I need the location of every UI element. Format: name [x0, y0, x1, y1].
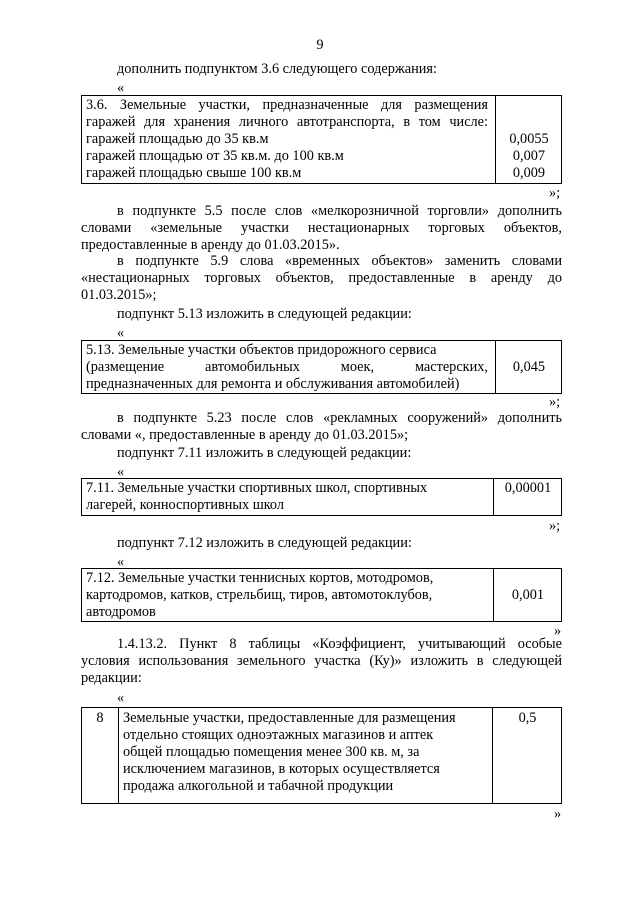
- table-3-6-value: 0,0055: [509, 131, 549, 147]
- para-5-23-line: словами «, предоставленные в аренду до 01.03.2015»;: [81, 427, 409, 443]
- table-7-12-line: автодромов: [86, 604, 156, 620]
- page-number: 9: [316, 37, 324, 53]
- table-8-line: исключением магазинов, в которых осуществляется: [123, 761, 440, 777]
- table-7-12-value: 0,001: [511, 587, 545, 603]
- open-quote-7-12: «: [117, 554, 125, 570]
- intro-3-6: дополнить подпунктом 3.6 следующего содержания:: [117, 61, 437, 77]
- table-7-11-line: лагерей, конноспортивных школ: [86, 497, 285, 513]
- table-8-line: отдельно стоящих одноэтажных магазинов и аптек: [123, 727, 434, 743]
- intro-5-13: подпункт 5.13 изложить в следующей редакции:: [117, 306, 412, 322]
- para-5-9-line: 01.03.2015»;: [81, 287, 157, 303]
- table-7-12: [81, 568, 562, 622]
- table-8-value: 0,5: [518, 710, 537, 726]
- table-7-12-line: 7.12. Земельные участки теннисных кортов, мотодромов,: [86, 570, 434, 586]
- open-quote-5-13: «: [117, 325, 125, 341]
- table-3-6-value: 0,009: [512, 165, 546, 181]
- table-5-13-value: 0,045: [512, 359, 546, 375]
- table-3-6-line: гаражей площадью свыше 100 кв.м: [86, 165, 302, 181]
- open-quote-3-6: «: [117, 80, 125, 96]
- table-7-12-line: картодромов, катков, стрельбищ, тиров, автомотоклубов,: [86, 587, 433, 603]
- close-quote-8: »: [554, 806, 562, 822]
- para-5-23-line: в подпункте 5.23 после слов «рекламных сооружений» дополнить: [117, 410, 562, 426]
- table-8-line: общей площадью помещения менее 300 кв. м, за: [123, 744, 420, 760]
- para-5-5-line: словами «земельные участки нестационарных торговых объектов,: [81, 220, 562, 236]
- table-7-11-value: 0,00001: [504, 480, 552, 496]
- table-7-11: [81, 478, 562, 516]
- table-7-11-line: 7.11. Земельные участки спортивных школ, спортивных: [86, 480, 428, 496]
- table-5-13: [81, 340, 562, 394]
- table-8-number: 8: [96, 710, 104, 726]
- close-quote-7-11: »;: [549, 518, 561, 534]
- table-3-6-line: гаражей площадью от 35 кв.м. до 100 кв.м: [86, 148, 344, 164]
- open-quote-7-11: «: [117, 464, 125, 480]
- intro-7-12: подпункт 7.12 изложить в следующей редакции:: [117, 535, 412, 551]
- table-5-13-line: 5.13. Земельные участки объектов придорожного сервиса: [86, 342, 437, 358]
- table-3-6-line: гаражей для хранения личного автотранспорта, в том числе:: [86, 114, 488, 130]
- table-5-13-line: (размещение автомобильных моек, мастерских,: [86, 359, 488, 375]
- table-3-6-line: 3.6. Земельные участки, предназначенные для размещения: [86, 97, 488, 113]
- table-divider: [118, 708, 119, 803]
- para-5-9-line: в подпункте 5.9 слова «временных объектов» заменить словами: [117, 253, 562, 269]
- close-quote-7-12: »: [554, 623, 562, 639]
- close-quote-5-13: »;: [549, 394, 561, 410]
- table-8-line: Земельные участки, предоставленные для размещения: [123, 710, 456, 726]
- para-1-4-13-2-line: 1.4.13.2. Пункт 8 таблицы «Коэффициент, учитывающий особые: [117, 636, 562, 652]
- close-quote-3-6: »;: [549, 185, 561, 201]
- table-5-13-line: предназначенных для ремонта и обслуживания автомобилей): [86, 376, 460, 392]
- table-3-6: [81, 95, 562, 184]
- para-1-4-13-2-line: редакции:: [81, 670, 142, 686]
- para-5-9-line: «нестационарных торговых объектов, предоставленные в аренду до: [81, 270, 562, 286]
- table-8: [81, 707, 562, 804]
- para-1-4-13-2-line: условия использования земельного участка (Ку)» изложить в следующей: [81, 653, 562, 669]
- table-3-6-value: 0,007: [512, 148, 546, 164]
- para-5-5-line: предоставленные в аренду до 01.03.2015».: [81, 237, 340, 253]
- table-8-line: продажа алкогольной и табачной продукции: [123, 778, 394, 794]
- open-quote-8: «: [117, 690, 125, 706]
- table-3-6-line: гаражей площадью до 35 кв.м: [86, 131, 269, 147]
- intro-7-11: подпункт 7.11 изложить в следующей редакции:: [117, 445, 412, 461]
- para-5-5-line: в подпункте 5.5 после слов «мелкорозничной торговли» дополнить: [117, 203, 562, 219]
